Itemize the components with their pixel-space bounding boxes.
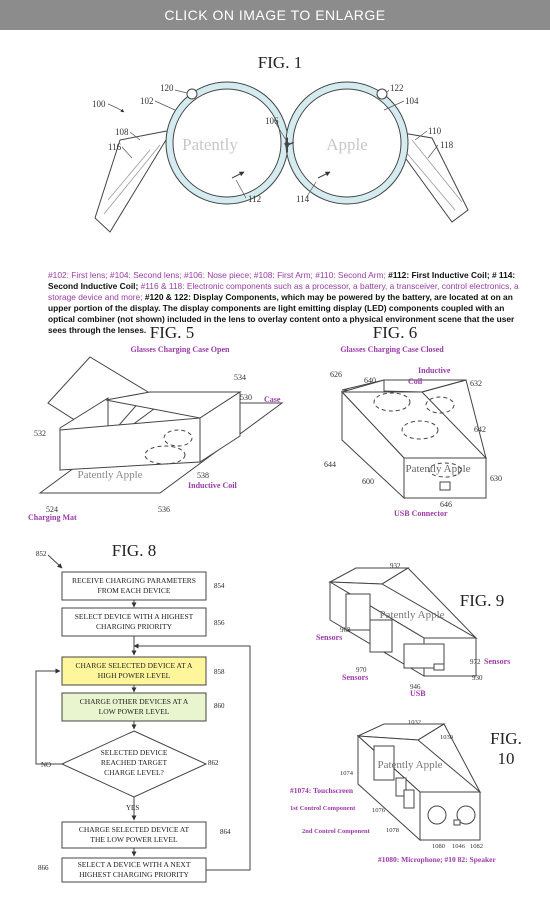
fig10-ctrl2: 2nd Control Component [302, 828, 370, 835]
ref-946: 946 [410, 683, 421, 691]
fig10-title-1: FIG. [490, 729, 522, 748]
ref-1082: 1082 [470, 843, 483, 850]
fig9-sensors-right: Sensors [484, 657, 511, 666]
fig5-title: FIG. 5 [149, 323, 195, 342]
ref-1046: 1046 [452, 843, 465, 850]
flow-step-charge-high [62, 657, 206, 685]
fig6-watermark: Patently Apple [405, 463, 471, 475]
svg-text:CHARGE OTHER DEVICES AT A: CHARGE OTHER DEVICES AT A [79, 697, 189, 706]
ref-114: 114 [296, 194, 310, 204]
caption-part-3: #116 & 118: Electronic components such as a processor, a battery, a transceiver, control electronics, a storage device and more; [48, 281, 519, 302]
svg-text:SELECTED DEVICE: SELECTED DEVICE [100, 748, 168, 757]
ref-534: 534 [234, 373, 246, 382]
svg-text:HIGH POWER LEVEL: HIGH POWER LEVEL [97, 671, 171, 680]
ref-1032: 1032 [408, 719, 421, 726]
ref-864: 864 [220, 828, 231, 836]
ref-970: 970 [356, 666, 367, 674]
ref-858: 858 [214, 668, 225, 676]
ref-118: 118 [440, 140, 454, 150]
fig1-watermark-right: Apple [326, 135, 368, 154]
ref-1076: 1076 [372, 807, 385, 814]
ref-646: 646 [440, 500, 452, 509]
ref-530: 530 [240, 393, 252, 402]
fig9-usb: USB [410, 689, 426, 698]
ref-1080: 1080 [432, 843, 445, 850]
fig6-case-closed-drawing [324, 323, 502, 518]
ref-538: 538 [197, 471, 209, 480]
ref-968: 968 [340, 626, 351, 634]
flow-step-charge-selected-low [62, 822, 206, 848]
svg-text:CHARGING PRIORITY: CHARGING PRIORITY [95, 622, 173, 631]
fig10-device-drawing [290, 719, 522, 864]
ref-112: 112 [248, 194, 262, 204]
banner-text: CLICK ON IMAGE TO ENLARGE [164, 7, 386, 23]
svg-text:CHARGE SELECTED DEVICE AT A: CHARGE SELECTED DEVICE AT A [75, 661, 193, 670]
fig8-flowchart [36, 541, 250, 882]
fig10-watermark: Patently Apple [377, 759, 443, 771]
svg-text:SELECT DEVICE WITH A HIGHEST: SELECT DEVICE WITH A HIGHEST [74, 612, 194, 621]
fig1-title: FIG. 1 [257, 53, 303, 72]
svg-text:CHARGE SELECTED DEVICE AT: CHARGE SELECTED DEVICE AT [78, 825, 190, 834]
patent-figures-page [0, 30, 550, 909]
enlarge-banner[interactable] [0, 0, 550, 30]
ref-600: 600 [362, 477, 374, 486]
fig6-coil-label-1: Inductive [418, 366, 451, 375]
flow-decision-target-reached [62, 731, 206, 797]
caption-part-2: #112: First Inductive Coil; # 114: Second Inductive Coil; [48, 270, 516, 291]
ref-932: 932 [390, 562, 401, 570]
flow-step-charge-others-low [62, 693, 206, 721]
svg-text:THE LOW POWER LEVEL: THE LOW POWER LEVEL [90, 835, 178, 844]
ref-860: 860 [214, 702, 225, 710]
ref-642: 642 [474, 425, 486, 434]
fig5-case-label: Case [264, 395, 281, 404]
ref-972: 972 [470, 658, 481, 666]
ref-866: 866 [38, 864, 49, 872]
svg-text:HIGHEST CHARGING PRIORITY: HIGHEST CHARGING PRIORITY [79, 870, 189, 879]
fig1-glasses-drawing [92, 53, 468, 232]
flow-step-select-highest [62, 608, 206, 636]
ref-110: 110 [428, 126, 442, 136]
ref-1074: 1074 [340, 770, 353, 777]
ref-630: 630 [490, 474, 502, 483]
ref-106: 106 [265, 116, 279, 126]
ref-102: 102 [140, 96, 154, 106]
caption-part-1: #102: First lens; #104: Second lens; #106: Nose piece; #108: First Arm; #110: Second Arm; [48, 270, 389, 280]
fig9-sensors-bottom: Sensors [342, 673, 369, 682]
ref-100: 100 [92, 99, 106, 109]
flow-step-select-next [62, 858, 206, 882]
svg-text:REACHED TARGET: REACHED TARGET [100, 758, 168, 767]
fig6-subtitle: Glasses Charging Case Closed [340, 345, 444, 354]
ref-104: 104 [405, 96, 419, 106]
ref-524: 524 [46, 505, 58, 514]
fig10-touchscreen: #1074: Touchscreen [290, 786, 353, 795]
ref-854: 854 [214, 582, 225, 590]
fig5-case-open-drawing [28, 323, 282, 522]
fig9-sensors-left: Sensors [316, 633, 343, 642]
ref-108: 108 [115, 127, 129, 137]
svg-text:SELECT A DEVICE WITH A NEXT: SELECT A DEVICE WITH A NEXT [77, 860, 191, 869]
fig1-watermark-left: Patently [182, 135, 238, 154]
caption-part-4: #120 & 122: Display Components, which may be powered by the battery, are located at on an upper portion of the display. The display components are light emitting display (LED) components coupled with an optical combiner (not shown) included in the lens to overlay content onto a physical environment scene that the user sees through the lenses. [48, 292, 515, 335]
fig5-coil-label: Inductive Coil [188, 481, 237, 490]
svg-text:FROM EACH DEVICE: FROM EACH DEVICE [97, 586, 171, 595]
ref-632: 632 [470, 379, 482, 388]
ref-644: 644 [324, 460, 336, 469]
ref-856: 856 [214, 619, 225, 627]
ref-116: 116 [108, 142, 122, 152]
fig9-watermark: Patently Apple [379, 609, 445, 621]
ref-122: 122 [390, 83, 404, 93]
fig6-coil-label-2: Coil [408, 377, 423, 386]
fig5-watermark: Patently Apple [77, 469, 143, 481]
fig9-case-drawing [316, 562, 510, 698]
fig5-mat-label: Charging Mat [28, 513, 77, 522]
label-yes: YES [126, 804, 140, 812]
fig8-title: FIG. 8 [111, 541, 157, 560]
ref-120: 120 [160, 83, 174, 93]
ref-930: 930 [472, 674, 483, 682]
ref-532: 532 [34, 429, 46, 438]
patent-drawing [0, 30, 550, 909]
fig6-usb-label: USB Connector [394, 509, 448, 518]
ref-626: 626 [330, 370, 342, 379]
svg-text:RECEIVE CHARGING PARAMETERS: RECEIVE CHARGING PARAMETERS [72, 576, 196, 585]
ref-1078: 1078 [386, 827, 399, 834]
ref-640: 640 [364, 376, 376, 385]
fig10-title-2: 10 [497, 749, 515, 768]
flow-step-receive [62, 572, 206, 600]
label-no: NO [41, 761, 52, 769]
ref-852: 852 [36, 550, 47, 558]
ref-862: 862 [208, 759, 219, 767]
fig1-caption [48, 270, 526, 336]
svg-text:LOW POWER LEVEL: LOW POWER LEVEL [98, 707, 170, 716]
ref-536: 536 [158, 505, 170, 514]
fig9-title: FIG. 9 [459, 591, 505, 610]
fig6-title: FIG. 6 [372, 323, 418, 342]
ref-1030: 1030 [440, 734, 453, 741]
svg-text:CHARGE LEVEL?: CHARGE LEVEL? [104, 768, 164, 777]
fig10-ctrl1: 1st Control Component [290, 805, 356, 812]
fig5-subtitle: Glasses Charging Case Open [130, 345, 230, 354]
fig10-mic-speaker: #1080: Microphone; #10 82: Speaker [378, 855, 496, 864]
